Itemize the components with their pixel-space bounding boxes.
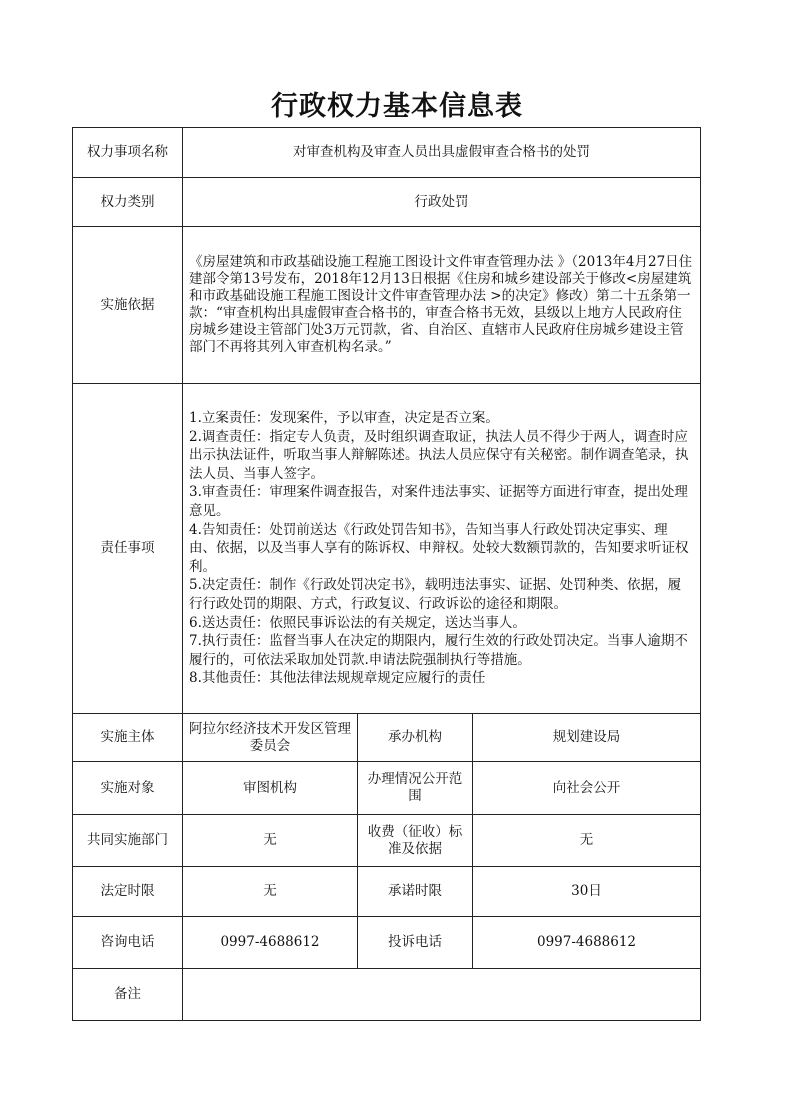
duty-item: 6.送达责任：依照民事诉讼法的有关规定，送达当事人。 <box>189 614 526 631</box>
remark-value <box>183 969 701 1021</box>
page-title: 行政权力基本信息表 <box>271 91 523 122</box>
fee-standard-label: 收费（征收）标准及依据 <box>358 815 473 867</box>
remark-label: 备注 <box>73 969 183 1021</box>
duty-item: 5.决定责任：制作《行政处罚决定书》，载明违法事实、证据、处罚种类、依据，履行行政处罚的期限、方式，行政复议、行政诉讼的途径和期限。 <box>189 577 682 612</box>
duty-item: 3.审查责任：审理案件调查报告，对案件违法事实、证据等方面进行审查，提出处理意见。 <box>189 484 688 520</box>
duties-list <box>183 384 701 714</box>
promised-time-limit-value: 30日 <box>473 867 701 917</box>
complaint-phone-label: 投诉电话 <box>358 917 473 969</box>
row-basis <box>73 227 701 384</box>
category-label: 权力类别 <box>73 178 183 227</box>
subject-label: 实施主体 <box>73 714 183 762</box>
handling-org-label: 承办机构 <box>358 714 473 762</box>
joint-dept-label: 共同实施部门 <box>73 815 183 867</box>
disclosure-scope-label: 办理情况公开范围 <box>358 762 473 815</box>
fee-standard-value: 无 <box>473 815 701 867</box>
row-phone <box>73 917 701 969</box>
row-time-limit <box>73 867 701 917</box>
row-joint <box>73 815 701 867</box>
joint-dept-value: 无 <box>183 815 358 867</box>
handling-org-value: 规划建设局 <box>473 714 701 762</box>
row-target <box>73 762 701 815</box>
complaint-phone-value: 0997-4688612 <box>473 917 701 969</box>
item-name-value: 对审查机构及审查人员出具虚假审查合格书的处罚 <box>183 128 701 178</box>
row-subject <box>73 714 701 762</box>
duty-item: 1.立案责任：发现案件，予以审查，决定是否立案。 <box>189 410 499 427</box>
duty-item: 4.告知责任：处罚前送达《行政处罚告知书》，告知当事人行政处罚决定事实、理由、依据，以及当事人享有的陈诉权、申辩权。处较大数额罚款的，告知要求听证权利。 <box>189 521 689 575</box>
disclosure-scope-value: 向社会公开 <box>473 762 701 815</box>
duty-item: 2.调查责任：指定专人负责，及时组织调查取证，执法人员不得少于两人，调查时应出示执法证件，听取当事人辩解陈述。执法人员应保守有关秘密。制作调查笔录，执法人员、当事人签字。 <box>189 428 689 482</box>
basis-label: 实施依据 <box>73 227 183 384</box>
inquiry-phone-label: 咨询电话 <box>73 917 183 969</box>
inquiry-phone-value: 0997-4688612 <box>183 917 358 969</box>
row-duties <box>73 384 701 714</box>
target-value: 审图机构 <box>183 762 358 815</box>
info-table <box>72 127 701 1021</box>
row-remark <box>73 969 701 1021</box>
category-value: 行政处罚 <box>183 178 701 227</box>
duties-label: 责任事项 <box>73 384 183 714</box>
subject-value: 阿拉尔经济技术开发区管理委员会 <box>183 714 358 762</box>
legal-time-limit-value: 无 <box>183 867 358 917</box>
row-category <box>73 178 701 227</box>
target-label: 实施对象 <box>73 762 183 815</box>
item-name-label: 权力事项名称 <box>73 128 183 178</box>
promised-time-limit-label: 承诺时限 <box>358 867 473 917</box>
legal-time-limit-label: 法定时限 <box>73 867 183 917</box>
duty-item: 8.其他责任：其他法律法规规章规定应履行的责任 <box>189 670 486 687</box>
basis-value: 《房屋建筑和市政基础设施工程施工图设计文件审查管理办法 》（2013年4月27日住建部令第13号发布，2018年12月13日根据《住房和城乡建设部关于修改<房屋建筑和市政基础设施工程施工图设计文件审查管理办法 >的决定》修改）第二十五条第一款：“审查机构出具虚假审查合格书的，审查合格书无效，县级以上地方人民政府住房城乡建设主管部门处3万元罚款，省、自治区、直辖市人民政府住房城乡建设主管部门不再将其列入审查机构名录。” <box>183 227 701 384</box>
row-item-name <box>73 128 701 178</box>
duty-item: 7.执行责任：监督当事人在决定的期限内，履行生效的行政处罚决定。当事人逾期不履行的，可依法采取加处罚款.申请法院强制执行等措施。 <box>189 633 688 668</box>
